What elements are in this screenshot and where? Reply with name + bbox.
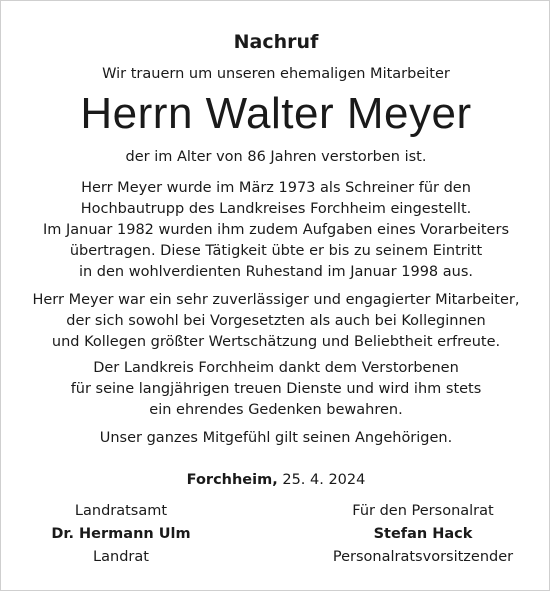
notice-date: 25. 4. 2024 — [282, 472, 366, 488]
age-line: der im Alter von 86 Jahren verstorben ist. — [125, 149, 427, 165]
text-line: ein ehrendes Gedenken bewahren. — [149, 402, 403, 418]
place-date-line — [1, 470, 550, 490]
text-line: Unser ganzes Mitgefühl gilt seinen Angehörigen. — [99, 430, 453, 446]
text-line: für seine langjährigen treuen Dienste und wird ihm stets — [70, 381, 482, 397]
notice-title: Nachruf — [233, 31, 319, 53]
signature-block-right — [323, 500, 523, 569]
tribute-paragraph — [1, 290, 550, 353]
signature-name: Dr. Hermann Ulm — [51, 526, 191, 542]
signature-block-left — [29, 500, 213, 569]
text-line: der sich sowohl bei Vorgesetzten als auch bei Kolleginnen — [66, 313, 486, 329]
intro-line: Wir trauern um unseren ehemaligen Mitarbeiter — [102, 66, 450, 82]
deceased-name: Herrn Walter Meyer — [80, 89, 472, 138]
text-line: Herr Meyer war ein sehr zuverlässiger und engagierter Mitarbeiter, — [32, 292, 520, 308]
signature-org: Landratsamt — [74, 503, 168, 519]
career-paragraph — [1, 178, 550, 283]
signature-name: Stefan Hack — [373, 526, 473, 542]
text-line: und Kollegen größter Wertschätzung und Beliebtheit erfreute. — [51, 334, 501, 350]
place-name: Forchheim, — [186, 472, 278, 488]
text-line: in den wohlverdienten Ruhestand im Januar 1998 aus. — [78, 264, 474, 280]
signature-org: Für den Personalrat — [352, 503, 494, 519]
thanks-paragraph — [1, 358, 550, 421]
text-line: übertragen. Diese Tätigkeit übte er bis zu seinem Eintritt — [69, 243, 483, 259]
text-line: Hochbautrupp des Landkreises Forchheim eingestellt. — [80, 201, 472, 217]
text-line: Im Januar 1982 wurden ihm zudem Aufgaben eines Vorarbeiters — [42, 222, 509, 238]
condolence-paragraph — [1, 428, 550, 449]
signature-role: Landrat — [93, 549, 149, 565]
text-line: Der Landkreis Forchheim dankt dem Verstorbenen — [93, 360, 459, 376]
text-line: Herr Meyer wurde im März 1973 als Schreiner für den — [81, 180, 471, 196]
signature-role: Personalratsvorsitzender — [332, 549, 514, 565]
